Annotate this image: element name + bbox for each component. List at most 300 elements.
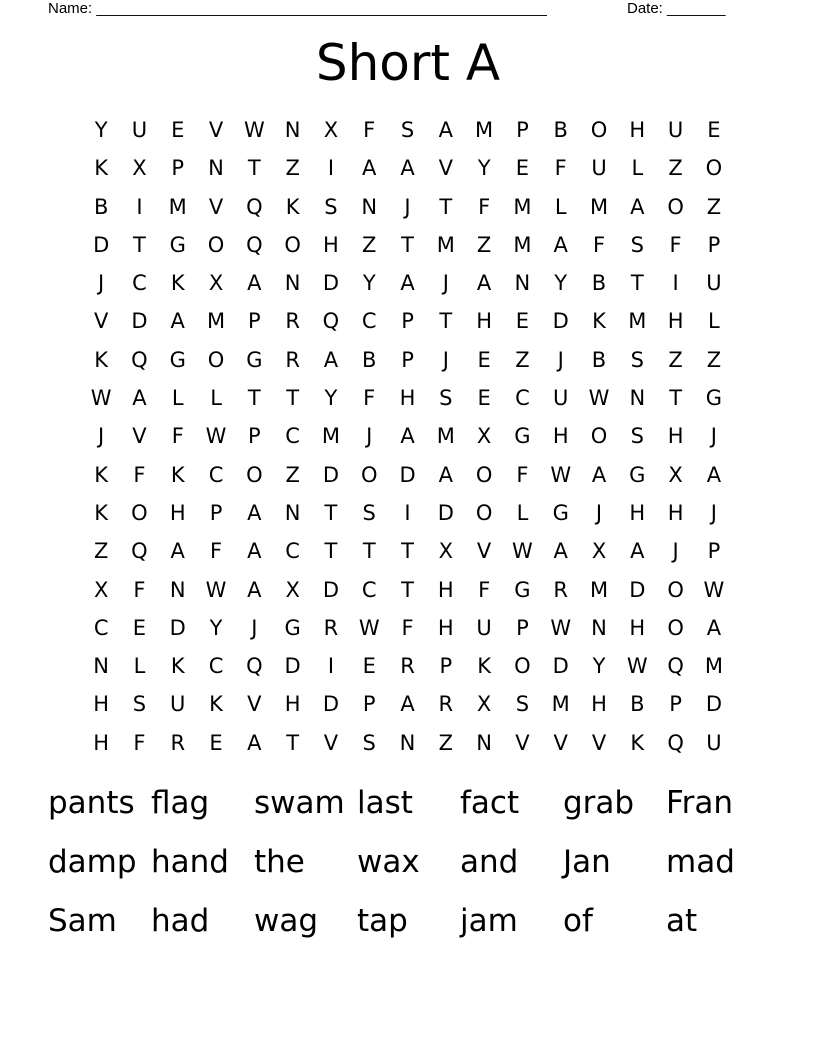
grid-letter: J xyxy=(442,347,449,372)
grid-letter: L xyxy=(631,156,644,181)
grid-letter: S xyxy=(630,232,644,257)
grid-letter: F xyxy=(133,462,146,487)
word-bank-word: wag xyxy=(254,903,319,939)
grid-letter: B xyxy=(553,118,568,142)
grid-letter: Q xyxy=(667,730,684,755)
grid-row xyxy=(82,226,733,264)
grid-letter: C xyxy=(361,577,377,602)
grid-letter: M xyxy=(475,118,494,142)
grid-letter: O xyxy=(514,654,531,679)
grid-letter: S xyxy=(630,424,644,449)
grid-letter: Y xyxy=(94,118,108,142)
grid-letter: E xyxy=(477,347,491,372)
grid-letter: T xyxy=(401,577,414,602)
grid-letter: O xyxy=(667,615,684,640)
grid-letter: O xyxy=(207,232,225,257)
word-bank-row xyxy=(48,781,769,840)
grid-letter: V xyxy=(591,730,607,755)
grid-letter: D xyxy=(322,577,340,602)
word-bank-word: Jan xyxy=(563,844,611,880)
grid-letter: L xyxy=(708,309,720,334)
word-bank-word: Sam xyxy=(48,903,117,939)
grid-letter: Z xyxy=(285,156,300,181)
date-field: Date: _______ xyxy=(627,0,726,17)
grid-letter: U xyxy=(553,386,569,411)
grid-letter: W xyxy=(550,615,572,640)
grid-letter: A xyxy=(132,386,147,411)
grid-letter: A xyxy=(247,500,262,525)
grid-letter: F xyxy=(133,577,146,602)
grid-letter: A xyxy=(400,692,415,717)
grid-letter: G xyxy=(552,500,569,525)
grid-letter: Z xyxy=(706,194,722,219)
grid-row xyxy=(82,149,733,187)
grid-row xyxy=(82,302,733,340)
grid-letter: M xyxy=(321,424,340,449)
grid-letter: J xyxy=(672,539,679,564)
grid-letter: J xyxy=(251,615,258,640)
grid-letter: A xyxy=(476,271,492,296)
grid-row xyxy=(82,188,733,226)
grid-letter: N xyxy=(169,577,186,602)
grid-letter: J xyxy=(442,271,449,296)
grid-letter: O xyxy=(590,424,608,449)
grid-letter: C xyxy=(285,539,300,564)
grid-letter: S xyxy=(630,347,644,372)
grid-row xyxy=(82,379,733,417)
grid-letter: E xyxy=(707,118,721,142)
grid-letter: L xyxy=(554,194,567,219)
grid-letter: T xyxy=(362,539,376,564)
grid-letter: W xyxy=(550,462,572,487)
grid-letter: N xyxy=(284,271,301,296)
grid-letter: W xyxy=(205,577,227,602)
grid-letter: Y xyxy=(592,654,606,679)
grid-letter: X xyxy=(323,118,339,142)
grid-letter: Y xyxy=(209,615,223,640)
grid-letter: A xyxy=(630,539,645,564)
grid-letter: Y xyxy=(362,271,376,296)
grid-letter: C xyxy=(132,271,147,296)
grid-letter: D xyxy=(322,271,340,296)
grid-letter: T xyxy=(669,386,683,411)
grid-letter: H xyxy=(629,118,646,142)
grid-letter: A xyxy=(400,424,415,449)
grid-letter: O xyxy=(705,156,723,181)
grid-row xyxy=(82,647,733,685)
grid-letter: Z xyxy=(362,232,377,257)
grid-letter: O xyxy=(667,577,684,602)
grid-letter: F xyxy=(592,232,606,257)
grid-letter: P xyxy=(516,615,529,640)
grid-letter: G xyxy=(169,232,186,257)
grid-row xyxy=(82,685,733,723)
grid-letter: J xyxy=(98,424,105,449)
grid-letter: T xyxy=(247,386,261,411)
grid-letter: T xyxy=(401,232,414,257)
grid-letter: M xyxy=(513,194,532,219)
grid-row xyxy=(82,494,733,532)
grid-letter: A xyxy=(247,577,262,602)
word-bank-word: swam xyxy=(254,785,345,821)
grid-letter: H xyxy=(399,386,416,411)
grid-letter: Z xyxy=(93,539,109,564)
grid-row xyxy=(82,571,733,609)
grid-letter: M xyxy=(513,232,532,257)
grid-letter: D xyxy=(552,654,569,679)
grid-letter: D xyxy=(437,500,454,525)
grid-letter: P xyxy=(362,692,376,717)
grid-letter: X xyxy=(438,539,454,564)
grid-letter: H xyxy=(629,500,646,525)
grid-letter: U xyxy=(591,156,607,181)
grid-letter: A xyxy=(706,615,722,640)
grid-letter: O xyxy=(590,118,608,142)
grid-letter: R xyxy=(285,309,300,334)
grid-letter: F xyxy=(133,730,146,755)
grid-letter: S xyxy=(362,730,376,755)
grid-letter: E xyxy=(209,730,223,755)
grid-letter: A xyxy=(170,539,185,564)
grid-letter: Q xyxy=(131,347,148,372)
grid-letter: F xyxy=(363,386,376,411)
grid-row xyxy=(82,111,733,149)
grid-letter: M xyxy=(436,232,455,257)
grid-letter: H xyxy=(629,615,646,640)
word-bank-word: had xyxy=(151,903,210,939)
grid-letter: K xyxy=(477,654,491,679)
grid-letter: M xyxy=(628,309,647,334)
name-field: Name: ______________________________________________________ xyxy=(48,0,547,17)
grid-letter: M xyxy=(589,194,609,219)
grid-letter: O xyxy=(131,500,148,525)
grid-letter: K xyxy=(170,654,185,679)
grid-letter: K xyxy=(94,156,109,181)
grid-letter: H xyxy=(93,730,110,755)
grid-letter: U xyxy=(170,692,186,717)
grid-letter: G xyxy=(514,424,531,449)
grid-letter: P xyxy=(516,118,529,142)
word-bank-word: at xyxy=(666,903,698,939)
grid-letter: X xyxy=(476,692,492,717)
grid-letter: F xyxy=(401,615,414,640)
grid-letter: Y xyxy=(477,156,491,181)
grid-row xyxy=(82,532,733,570)
grid-letter: W xyxy=(588,386,610,411)
grid-letter: Z xyxy=(476,232,492,257)
grid-letter: P xyxy=(669,692,682,717)
grid-letter: G xyxy=(705,386,723,411)
grid-letter: I xyxy=(404,500,411,525)
grid-letter: P xyxy=(248,309,261,334)
word-bank-word: damp xyxy=(48,844,137,880)
grid-letter: P xyxy=(209,500,223,525)
grid-letter: J xyxy=(595,500,603,525)
grid-letter: S xyxy=(132,692,147,717)
word-bank-word: hand xyxy=(151,844,229,880)
grid-letter: V xyxy=(247,692,262,717)
grid-letter: I xyxy=(672,271,679,296)
grid-letter: S xyxy=(362,500,376,525)
grid-letter: T xyxy=(286,730,300,755)
grid-letter: G xyxy=(246,347,263,372)
grid-letter: N xyxy=(476,730,492,755)
grid-letter: P xyxy=(439,654,453,679)
grid-letter: H xyxy=(169,500,186,525)
word-bank-word: fact xyxy=(460,785,520,821)
grid-letter: K xyxy=(94,500,109,525)
grid-letter: S xyxy=(515,692,530,717)
grid-letter: O xyxy=(475,500,493,525)
grid-letter: Q xyxy=(131,539,148,564)
grid-letter: S xyxy=(439,386,453,411)
grid-letter: A xyxy=(630,194,645,219)
grid-row xyxy=(82,724,733,762)
grid-letter: N xyxy=(629,386,646,411)
word-bank-word: jam xyxy=(460,903,518,939)
grid-letter: G xyxy=(284,615,301,640)
grid-letter: Y xyxy=(324,386,338,411)
grid-letter: Q xyxy=(246,194,263,219)
word-bank-word: wax xyxy=(357,844,420,880)
page-title: Short A xyxy=(315,34,501,92)
grid-letter: F xyxy=(171,424,184,449)
grid-letter: F xyxy=(209,539,223,564)
grid-letter: C xyxy=(515,386,530,411)
grid-letter: M xyxy=(168,194,187,219)
grid-letter: A xyxy=(706,462,722,487)
grid-letter: N xyxy=(399,730,416,755)
grid-letter: F xyxy=(478,577,491,602)
grid-letter: A xyxy=(247,271,262,296)
grid-letter: V xyxy=(438,156,453,181)
grid-letter: A xyxy=(400,271,415,296)
grid-letter: D xyxy=(322,462,340,487)
grid-letter: I xyxy=(136,194,143,219)
grid-letter: V xyxy=(132,424,147,449)
grid-letter: N xyxy=(284,118,301,142)
grid-letter: L xyxy=(210,386,222,411)
grid-letter: J xyxy=(98,271,105,296)
grid-letter: K xyxy=(170,462,185,487)
grid-letter: E xyxy=(362,654,376,679)
grid-letter: I xyxy=(327,654,335,679)
grid-letter: M xyxy=(589,577,609,602)
grid-letter: D xyxy=(629,577,646,602)
grid-letter: P xyxy=(401,309,414,334)
grid-letter: T xyxy=(439,194,453,219)
grid-letter: P xyxy=(171,156,185,181)
grid-letter: E xyxy=(515,309,530,334)
grid-letter: T xyxy=(324,539,338,564)
grid-letter: N xyxy=(208,156,224,181)
grid-letter: A xyxy=(591,462,607,487)
grid-letter: F xyxy=(516,462,529,487)
word-bank-word: pants xyxy=(48,785,135,821)
grid-letter: T xyxy=(247,156,261,181)
grid-letter: H xyxy=(437,577,454,602)
grid-letter: P xyxy=(401,347,414,372)
grid-letter: V xyxy=(208,118,224,142)
grid-letter: V xyxy=(476,539,492,564)
grid-letter: E xyxy=(515,156,530,181)
grid-letter: Z xyxy=(285,462,300,487)
header-line xyxy=(48,0,748,18)
grid-letter: U xyxy=(667,118,684,142)
grid-letter: H xyxy=(93,692,110,717)
grid-letter: B xyxy=(93,194,109,219)
grid-letter: F xyxy=(363,118,376,142)
grid-letter: E xyxy=(132,615,147,640)
grid-letter: L xyxy=(516,500,529,525)
grid-letter: P xyxy=(248,424,261,449)
grid-letter: M xyxy=(551,692,570,717)
grid-letter: K xyxy=(170,271,185,296)
grid-letter: B xyxy=(591,347,607,372)
grid-letter: Q xyxy=(246,654,263,679)
grid-letter: K xyxy=(285,194,300,219)
grid-letter: H xyxy=(667,309,684,334)
grid-letter: H xyxy=(437,615,454,640)
grid-letter: N xyxy=(514,271,531,296)
grid-letter: N xyxy=(591,615,607,640)
grid-letter: Y xyxy=(554,271,568,296)
grid-letter: D xyxy=(93,232,110,257)
grid-letter: K xyxy=(630,730,645,755)
grid-letter: G xyxy=(514,577,531,602)
grid-letter: A xyxy=(247,539,262,564)
grid-row xyxy=(82,456,733,494)
grid-letter: A xyxy=(400,156,415,181)
grid-letter: Q xyxy=(667,654,684,679)
grid-letter: D xyxy=(552,309,569,334)
word-bank-word: grab xyxy=(563,785,635,821)
grid-letter: D xyxy=(322,692,340,717)
grid-letter: R xyxy=(170,730,186,755)
grid-letter: K xyxy=(209,692,223,717)
grid-letter: N xyxy=(361,194,378,219)
grid-letter: C xyxy=(93,615,109,640)
grid-letter: D xyxy=(284,654,301,679)
grid-letter: A xyxy=(323,347,339,372)
grid-letter: A xyxy=(247,730,262,755)
grid-letter: R xyxy=(438,692,454,717)
grid-letter: Z xyxy=(438,730,454,755)
grid-letter: C xyxy=(285,424,300,449)
grid-letter: U xyxy=(131,118,148,142)
grid-letter: M xyxy=(704,654,723,679)
grid-letter: T xyxy=(286,386,300,411)
grid-letter: Z xyxy=(668,347,683,372)
word-bank xyxy=(48,781,769,958)
grid-letter: W xyxy=(703,577,725,602)
grid-letter: G xyxy=(169,347,186,372)
grid-letter: H xyxy=(667,424,684,449)
grid-letter: J xyxy=(404,194,411,219)
grid-letter: P xyxy=(707,539,721,564)
grid-letter: J xyxy=(557,347,564,372)
grid-letter: O xyxy=(475,462,493,487)
grid-letter: W xyxy=(90,386,112,411)
grid-letter: B xyxy=(591,271,607,296)
grid-letter: W xyxy=(243,118,265,142)
grid-letter: I xyxy=(327,156,335,181)
grid-letter: S xyxy=(400,118,415,142)
grid-letter: K xyxy=(592,309,606,334)
word-bank-word: and xyxy=(460,844,519,880)
grid-letter: O xyxy=(207,347,225,372)
grid-letter: R xyxy=(553,577,568,602)
grid-letter: A xyxy=(438,462,453,487)
grid-letter: E xyxy=(171,118,185,142)
grid-letter: W xyxy=(626,654,648,679)
grid-letter: A xyxy=(553,539,568,564)
grid-letter: R xyxy=(400,654,415,679)
grid-letter: X xyxy=(132,156,147,181)
grid-letter: B xyxy=(630,692,645,717)
grid-letter: R xyxy=(285,347,300,372)
letter-grid xyxy=(82,111,733,762)
grid-letter: V xyxy=(553,730,568,755)
grid-letter: F xyxy=(554,156,567,181)
grid-letter: H xyxy=(591,692,607,717)
grid-letter: H xyxy=(552,424,569,449)
grid-letter: Q xyxy=(246,232,263,257)
grid-letter: J xyxy=(366,424,373,449)
grid-letter: X xyxy=(591,539,607,564)
grid-letter: P xyxy=(707,232,721,257)
word-bank-word: last xyxy=(357,785,413,821)
grid-letter: T xyxy=(324,500,338,525)
grid-letter: N xyxy=(93,654,109,679)
grid-letter: N xyxy=(284,500,301,525)
grid-letter: H xyxy=(284,692,301,717)
grid-row xyxy=(82,341,733,379)
word-bank-word: tap xyxy=(357,903,408,939)
grid-letter: G xyxy=(629,462,646,487)
grid-letter: X xyxy=(208,271,224,296)
grid-letter: D xyxy=(705,692,722,717)
grid-letter: E xyxy=(477,386,491,411)
grid-letter: X xyxy=(93,577,109,602)
grid-letter: T xyxy=(133,232,146,257)
grid-letter: Q xyxy=(322,309,340,334)
grid-letter: H xyxy=(667,500,684,525)
grid-letter: X xyxy=(476,424,492,449)
grid-letter: D xyxy=(169,615,186,640)
grid-letter: R xyxy=(323,615,339,640)
word-bank-row xyxy=(48,899,769,958)
grid-letter: T xyxy=(401,539,414,564)
grid-letter: U xyxy=(706,271,722,296)
word-bank-word: Fran xyxy=(666,785,733,821)
grid-letter: W xyxy=(512,539,533,564)
grid-letter: U xyxy=(476,615,492,640)
grid-letter: F xyxy=(478,194,491,219)
grid-letter: Z xyxy=(668,156,683,181)
grid-letter: A xyxy=(170,309,185,334)
grid-letter: B xyxy=(362,347,377,372)
grid-letter: O xyxy=(284,232,301,257)
grid-letter: X xyxy=(285,577,300,602)
grid-letter: W xyxy=(205,424,227,449)
grid-letter: V xyxy=(208,194,224,219)
grid-letter: M xyxy=(206,309,226,334)
grid-letter: K xyxy=(94,347,109,372)
grid-letter: X xyxy=(668,462,683,487)
grid-letter: C xyxy=(208,462,224,487)
grid-letter: Z xyxy=(515,347,530,372)
